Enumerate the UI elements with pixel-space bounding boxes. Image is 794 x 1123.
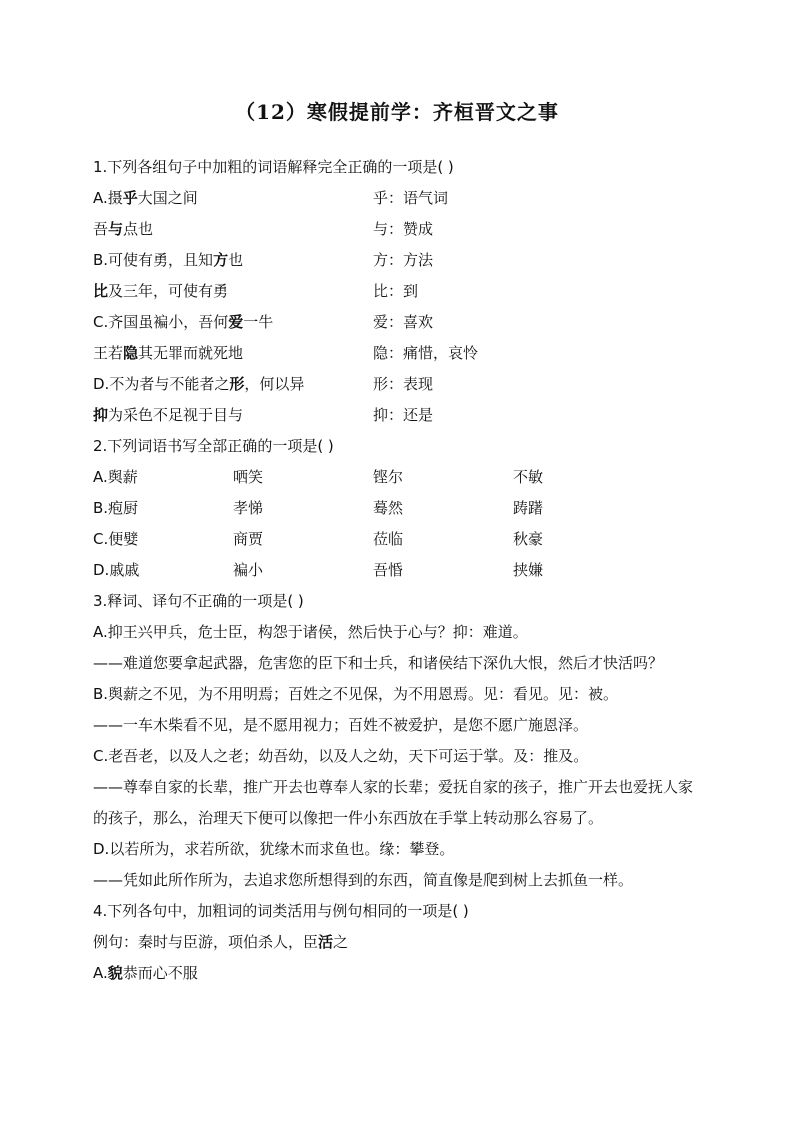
q1-sentence xyxy=(93,214,153,245)
q1-gloss: 隐：痛惜，哀怜 xyxy=(373,344,479,362)
q2-word: 不敏 xyxy=(513,468,544,486)
q2-option-row xyxy=(93,555,703,586)
q2-word: 孝悌 xyxy=(233,499,264,517)
q4-option-a xyxy=(93,958,703,989)
q2-word: 莅临 xyxy=(373,530,404,548)
q1-sentence xyxy=(93,245,243,276)
q2-word: 吾惛 xyxy=(373,561,404,579)
q3-line: ——难道您要拿起武器，危害您的臣下和士兵，和诸侯结下深仇大恨，然后才快活吗？ xyxy=(93,654,664,672)
q1-sentence-text: 一牛 xyxy=(243,313,274,331)
q1-sentence-text: 也 xyxy=(228,251,244,269)
q2-word: 蓦然 xyxy=(373,499,404,517)
q1-bold-word: 方 xyxy=(213,251,229,269)
q2-word: B.疱厨 xyxy=(93,499,139,517)
q1-bold-word: 隐 xyxy=(123,344,139,362)
q2-option-row xyxy=(93,462,703,493)
q1-option-row xyxy=(93,183,703,214)
q2-word: 挟嫌 xyxy=(513,561,544,579)
q1-gloss: 比：到 xyxy=(373,282,419,300)
q2-word: D.戚戚 xyxy=(93,561,140,579)
q3-line: C.老吾老，以及人之老；幼吾幼，以及人之幼，天下可运于掌。及：推及。 xyxy=(93,747,589,765)
q1-sentence xyxy=(93,307,273,338)
q2-word: 铿尔 xyxy=(373,468,404,486)
q1-gloss: 爱：喜欢 xyxy=(373,313,434,331)
q1-option-row xyxy=(93,276,703,307)
q1-option-row xyxy=(93,400,703,431)
q4-example xyxy=(93,927,703,958)
q1-gloss: 乎：语气词 xyxy=(373,189,449,207)
q2-word: 褊小 xyxy=(233,561,264,579)
q3-line: ——尊奉自家的长辈，推广开去也尊奉人家的长辈；爱抚自家的孩子，推广开去也爱抚人家的孩子，那么，治理天下便可以像把一件小东西放在手掌上转动那么容易了。 xyxy=(93,778,694,827)
question-content xyxy=(93,152,703,989)
q1-bold-word: 爱 xyxy=(228,313,244,331)
q1-sentence xyxy=(93,400,243,431)
q1-sentence-text: 为采色不足视于目与 xyxy=(108,406,244,424)
q4-option-text: 恭而心不服 xyxy=(122,964,198,982)
q2-word: 商贾 xyxy=(233,530,264,548)
q1-sentence-text: 其无罪而就死地 xyxy=(138,344,244,362)
q2-word: 踌躇 xyxy=(513,499,544,517)
q1-sentence-text: 点也 xyxy=(123,220,154,238)
q2-word: 秋豪 xyxy=(513,530,544,548)
q2-word: 哂笑 xyxy=(233,468,264,486)
q1-bold-word: 形 xyxy=(229,375,245,393)
q1-option-row xyxy=(93,245,703,276)
q1-sentence-text: A.摄 xyxy=(93,189,123,207)
q3-line: ——一车木柴看不见，是不愿用视力；百姓不被爱护，是您不愿广施恩泽。 xyxy=(93,716,589,734)
q4-example-bold: 活 xyxy=(318,933,334,951)
q4-example-text: 之 xyxy=(333,933,349,951)
q4-option-bold: 貌 xyxy=(107,964,123,982)
q1-option-row xyxy=(93,338,703,369)
q1-sentence-text: ，何以异 xyxy=(244,375,305,393)
q1-sentence xyxy=(93,276,228,307)
q1-gloss: 与：赞成 xyxy=(373,220,434,238)
q1-sentence-text: 及三年，可使有勇 xyxy=(108,282,229,300)
page-title: （12）寒假提前学：齐桓晋文之事 xyxy=(235,100,559,124)
q2-option-row xyxy=(93,524,703,555)
q1-sentence-text: 吾 xyxy=(93,220,109,238)
q1-gloss: 形：表现 xyxy=(373,375,434,393)
q4-example-text: 例句：秦时与臣游，项伯杀人，臣 xyxy=(93,933,319,951)
q2-option-row xyxy=(93,493,703,524)
q4-option-text: A. xyxy=(93,964,108,982)
q1-sentence-text: 大国之间 xyxy=(137,189,198,207)
q2-stem: 2.下列词语书写全部正确的一项是( ) xyxy=(93,437,334,455)
q3-line: D.以若所为，求若所欲，犹缘木而求鱼也。缘：攀登。 xyxy=(93,840,455,858)
q1-bold-word: 乎 xyxy=(122,189,138,207)
q1-sentence xyxy=(93,183,198,214)
q3-line: ——凭如此所作所为，去追求您所想得到的东西，简直像是爬到树上去抓鱼一样。 xyxy=(93,871,634,889)
q1-stem: 1.下列各组句子中加粗的词语解释完全正确的一项是( ) xyxy=(93,158,454,176)
q2-options xyxy=(93,462,703,586)
q1-gloss: 方：方法 xyxy=(373,251,434,269)
q1-bold-word: 与 xyxy=(108,220,124,238)
q1-bold-word: 抑 xyxy=(93,406,109,424)
q1-sentence-text: D.不为者与不能者之 xyxy=(93,375,230,393)
q1-bold-word: 比 xyxy=(93,282,109,300)
q3-stem: 3.释词、译句不正确的一项是( ) xyxy=(93,592,304,610)
q3-line: B.舆薪之不见，为不用明焉；百姓之不见保，为不用恩焉。见：看见。见：被。 xyxy=(93,685,619,703)
q4-stem: 4.下列各句中，加粗词的词类活用与例句相同的一项是( ) xyxy=(93,902,469,920)
q1-sentence xyxy=(93,338,243,369)
q1-sentence-text: B.可使有勇，且知 xyxy=(93,251,214,269)
q1-gloss: 抑：还是 xyxy=(373,406,434,424)
q1-sentence-text: C.齐国虽褊小，吾何 xyxy=(93,313,229,331)
q1-sentence xyxy=(93,369,304,400)
q3-line: A.抑王兴甲兵，危士臣，构怨于诸侯，然后快于心与？抑：难道。 xyxy=(93,623,528,641)
q1-option-row xyxy=(93,307,703,338)
q1-options xyxy=(93,183,703,431)
q1-sentence-text: 王若 xyxy=(93,344,124,362)
q1-option-row xyxy=(93,369,703,400)
q1-option-row xyxy=(93,214,703,245)
q2-word: A.舆薪 xyxy=(93,468,138,486)
q2-word: C.便嬖 xyxy=(93,530,139,548)
